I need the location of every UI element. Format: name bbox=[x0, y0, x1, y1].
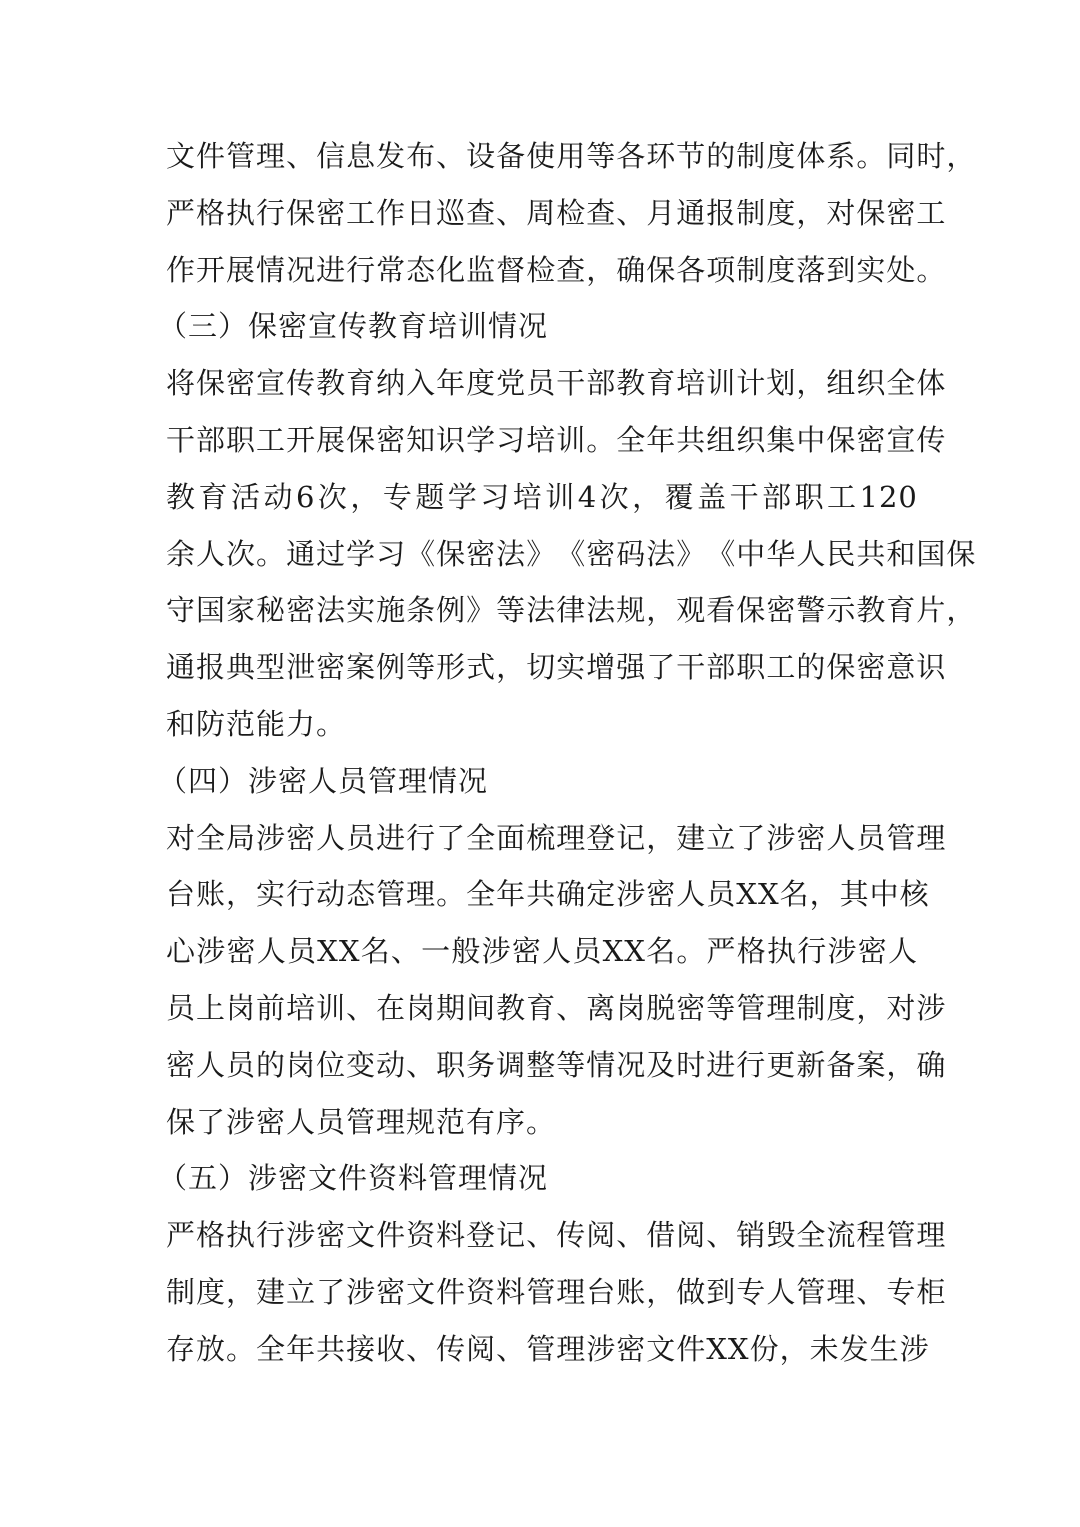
body-text-line: 守 国 家 秘 密 法 实 施 条 例 》 等 法 律 法 规 ， 观 看 保 密 警 示 教 育 片 ， bbox=[166, 593, 977, 628]
body-text-line: 心 涉 密 人 员 XX 名 、 一 般 涉 密 人 员 XX 名 。 严 格 执 行 涉 密 人 bbox=[166, 934, 918, 969]
body-text-line: 员 上 岗 前 培 训 、 在 岗 期 间 教 育 、 离 岗 脱 密 等 管 理 制 度 ， 对 涉 bbox=[166, 990, 947, 1025]
body-text-line: 对 全 局 涉 密 人 员 进 行 了 全 面 梳 理 登 记 ， 建 立 了 涉 密 人 员 管 理 bbox=[166, 820, 947, 855]
body-text-line: 将 保 密 宣 传 教 育 纳 入 年 度 党 员 干 部 教 育 培 训 计 划 ， 组 织 全 体 bbox=[166, 366, 947, 401]
body-text-line: 通 报 典 型 泄 密 案 例 等 形 式 ， 切 实 增 强 了 干 部 职 工 的 保 密 意 识 bbox=[166, 650, 947, 685]
section-heading: （五）涉密文件资料管理情况 bbox=[158, 1161, 549, 1196]
document-body bbox=[158, 128, 977, 1378]
body-text-line: 余 人 次 。 通 过 学 习 《 保 密 法 》 《 密 码 法 》 《 中 华 人 民 共 和 国 保 bbox=[166, 536, 977, 571]
body-text-line: 和防范能力。 bbox=[166, 706, 347, 741]
body-text-line: 严 格 执 行 保 密 工 作 日 巡 查 、 周 检 查 、 月 通 报 制 度 ， 对 保 密 工 bbox=[166, 195, 947, 230]
body-text-line: 存 放 。 全 年 共 接 收 、 传 阅 、 管 理 涉 密 文 件 XX 份 ， 未 发 生 涉 bbox=[166, 1331, 930, 1366]
body-text-line: 干 部 职 工 开 展 保 密 知 识 学 习 培 训 。 全 年 共 组 织 集 中 保 密 宣 传 bbox=[166, 422, 947, 457]
body-text-line: 文 件 管 理 、 信 息 发 布 、 设 备 使 用 等 各 环 节 的 制 度 体 系 。 同 时 ， bbox=[166, 139, 977, 173]
body-text-line: 严 格 执 行 涉 密 文 件 资 料 登 记 、 传 阅 、 借 阅 、 销 毁 全 流 程 管 理 bbox=[166, 1218, 947, 1253]
body-text-line: 作 开 展 情 况 进 行 常 态 化 监 督 检 查 ， 确 保 各 项 制 度 落 到 实 处 。 bbox=[166, 252, 947, 287]
section-heading: （三）保密宣传教育培训情况 bbox=[158, 309, 549, 344]
body-text-line: 教 育 活 动 6 次 ， 专 题 学 习 培 训 4 次 ， 覆 盖 干 部 职 工 120 bbox=[166, 479, 918, 514]
body-text-line: 密 人 员 的 岗 位 变 动 、 职 务 调 整 等 情 况 及 时 进 行 更 新 备 案 ， 确 bbox=[166, 1047, 947, 1082]
body-text-line: 制 度 ， 建 立 了 涉 密 文 件 资 料 管 理 台 账 ， 做 到 专 人 管 理 、 专 柜 bbox=[166, 1274, 947, 1309]
body-text-line: 保了涉密人员管理规范有序。 bbox=[166, 1104, 557, 1139]
body-text-line: 台 账 ， 实 行 动 态 管 理 。 全 年 共 确 定 涉 密 人 员 XX 名 ， 其 中 核 bbox=[166, 877, 930, 912]
section-heading: （四）涉密人员管理情况 bbox=[158, 763, 489, 798]
